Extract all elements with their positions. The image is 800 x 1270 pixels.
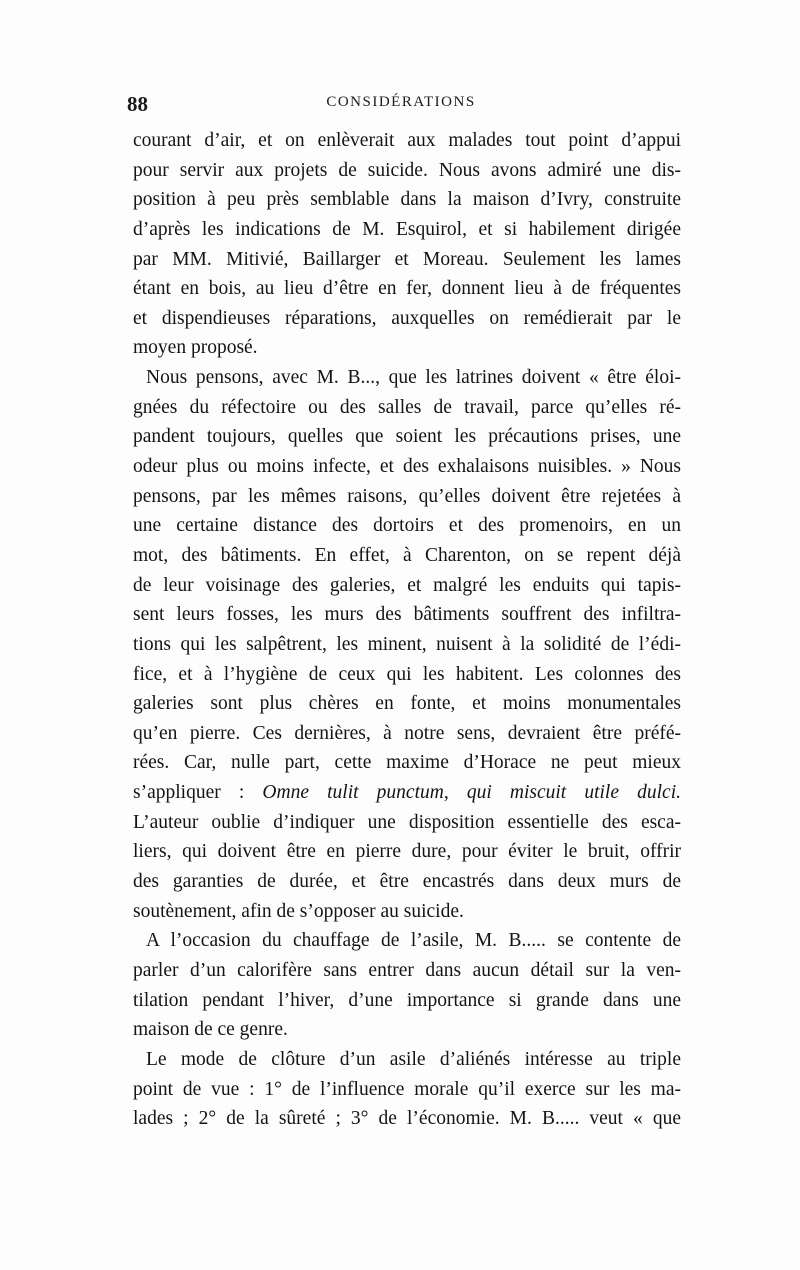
- text-line: pandent toujours, quelles que soient les précautions prises, une: [133, 426, 681, 448]
- text-line: pensons, par les mêmes raisons, qu’elles doivent être rejetées à: [133, 485, 681, 507]
- text-line: point de vue : 1° de l’influence morale qu’il exerce sur les ma-: [133, 1078, 681, 1100]
- text-line: de leur voisinage des galeries, et malgré les enduits qui tapis-: [133, 574, 681, 596]
- text-line: galeries sont plus chères en fonte, et moins monumentales: [133, 693, 681, 715]
- text-line: mot, des bâtiments. En effet, à Charenton, on se repent déjà: [133, 544, 681, 566]
- running-title: CONSIDÉRATIONS: [326, 94, 476, 110]
- text-line: position à peu près semblable dans la maison d’Ivry, construite: [133, 189, 681, 211]
- text-line: des garanties de durée, et être encastrés dans deux murs de: [133, 871, 681, 893]
- text-line: maison de ce genre.: [133, 1019, 288, 1041]
- text-line: rées. Car, nulle part, cette maxime d’Horace ne peut mieux: [133, 752, 681, 774]
- text-line: lades ; 2° de la sûreté ; 3° de l’économie. M. B..... veut « que: [133, 1108, 681, 1130]
- text-line: tilation pendant l’hiver, d’une importance si grande dans une: [133, 989, 681, 1011]
- running-head: [127, 92, 675, 122]
- text-line: soutènement, afin de s’opposer au suicide.: [133, 900, 464, 922]
- body-text: [133, 126, 681, 1134]
- text-line: et dispendieuses réparations, auxquelles on remédierait par le: [133, 307, 681, 329]
- text-line: liers, qui doivent être en pierre dure, pour éviter le bruit, offrir: [133, 841, 681, 863]
- text-line: moyen proposé.: [133, 337, 258, 359]
- text-line: tions qui les salpêtrent, les minent, nuisent à la solidité de l’édi-: [133, 633, 681, 655]
- text-line: fice, et à l’hygiène de ceux qui les habitent. Les colonnes des: [133, 663, 681, 685]
- text-line: odeur plus ou moins infecte, et des exhalaisons nuisibles. » Nous: [133, 456, 681, 478]
- text-line-start: s’appliquer :: [133, 782, 263, 804]
- text-line: qu’en pierre. Ces dernières, à notre sens, devraient être préfé-: [133, 722, 681, 744]
- text-line: L’auteur oublie d’indiquer une disposition essentielle des esca-: [133, 811, 681, 833]
- text-line: parler d’un calorifère sans entrer dans aucun détail sur la ven-: [133, 959, 681, 981]
- text-line: Nous pensons, avec M. B..., que les latrines doivent « être éloi-: [146, 367, 681, 389]
- text-line: sent leurs fosses, les murs des bâtiments souffrent des infiltra-: [133, 604, 681, 626]
- text-line-with-quote: [133, 778, 681, 808]
- text-line: d’après les indications de M. Esquirol, et si habilement dirigée: [133, 218, 681, 240]
- text-line: A l’occasion du chauffage de l’asile, M. B..... se contente de: [146, 930, 681, 952]
- text-line: par MM. Mitivié, Baillarger et Moreau. Seulement les lames: [133, 248, 681, 270]
- page-number: 88: [127, 92, 148, 116]
- text-line: gnées du réfectoire ou des salles de travail, parce qu’elles ré-: [133, 396, 681, 418]
- text-line: une certaine distance des dortoirs et des promenoirs, en un: [133, 515, 681, 537]
- text-line: étant en bois, au lieu d’être en fer, donnent lieu à de fréquentes: [133, 278, 681, 300]
- latin-quote: Omne tulit punctum, qui miscuit utile dulci.: [262, 782, 681, 804]
- text-line: Le mode de clôture d’un asile d’aliénés intéresse au triple: [146, 1048, 681, 1070]
- text-line: courant d’air, et on enlèverait aux malades tout point d’appui: [133, 130, 681, 151]
- text-line: pour servir aux projets de suicide. Nous avons admiré une dis-: [133, 159, 681, 181]
